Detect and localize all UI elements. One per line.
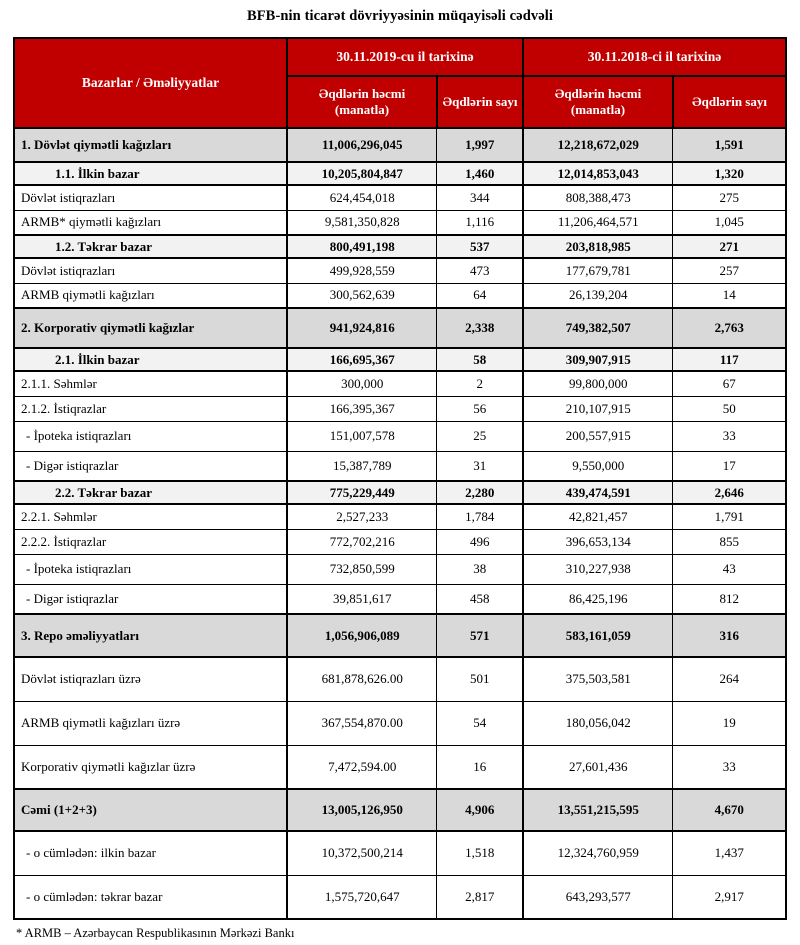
cell-value: 583,161,059	[523, 614, 673, 657]
row-label: 2.1. İlkin bazar	[14, 348, 287, 371]
row-label: 2.1.1. Səhmlər	[14, 371, 287, 396]
header-row-groups	[14, 38, 786, 76]
table-row	[14, 396, 786, 421]
cell-value: 458	[437, 584, 523, 614]
row-label: Dövlət istiqrazları üzrə	[14, 657, 287, 701]
cell-value: 1,045	[673, 210, 786, 235]
cell-value: 1,575,720,647	[287, 875, 437, 919]
footnote: * ARMB – Azərbaycan Respublikasının Mərkəzi Bankı	[16, 926, 295, 940]
cell-value: 749,382,507	[523, 308, 673, 348]
row-label: Dövlət istiqrazları	[14, 185, 287, 210]
table-row	[14, 554, 786, 584]
table-row	[14, 504, 786, 529]
cell-value: 499,928,559	[287, 258, 437, 283]
cell-value: 316	[673, 614, 786, 657]
cell-value: 941,924,816	[287, 308, 437, 348]
cell-value: 271	[673, 235, 786, 258]
column-header-volume-2019: Əqdlərin həcmi (manatla)	[287, 76, 437, 128]
table-row	[14, 831, 786, 875]
cell-value: 681,878,626.00	[287, 657, 437, 701]
row-label: 1. Dövlət qiymətli kağızları	[14, 128, 287, 162]
cell-value: 56	[437, 396, 523, 421]
comparison-table	[13, 37, 787, 920]
cell-value: 2,817	[437, 875, 523, 919]
cell-value: 9,550,000	[523, 451, 673, 481]
cell-value: 4,906	[437, 789, 523, 831]
cell-value: 732,850,599	[287, 554, 437, 584]
cell-value: 86,425,196	[523, 584, 673, 614]
row-label: ARMB qiymətli kağızları üzrə	[14, 701, 287, 745]
cell-value: 344	[437, 185, 523, 210]
row-label: 2.2. Təkrar bazar	[14, 481, 287, 504]
cell-value: 27,601,436	[523, 745, 673, 789]
cell-value: 808,388,473	[523, 185, 673, 210]
cell-value: 375,503,581	[523, 657, 673, 701]
cell-value: 1,591	[673, 128, 786, 162]
table-row	[14, 308, 786, 348]
cell-value: 9,581,350,828	[287, 210, 437, 235]
cell-value: 4,670	[673, 789, 786, 831]
cell-value: 1,518	[437, 831, 523, 875]
cell-value: 33	[673, 745, 786, 789]
cell-value: 7,472,594.00	[287, 745, 437, 789]
cell-value: 643,293,577	[523, 875, 673, 919]
cell-value: 11,006,296,045	[287, 128, 437, 162]
cell-value: 2,338	[437, 308, 523, 348]
cell-value: 264	[673, 657, 786, 701]
cell-value: 775,229,449	[287, 481, 437, 504]
cell-value: 39,851,617	[287, 584, 437, 614]
row-label: 2. Korporativ qiymətli kağızlar	[14, 308, 287, 348]
cell-value: 396,653,134	[523, 529, 673, 554]
cell-value: 537	[437, 235, 523, 258]
cell-value: 10,205,804,847	[287, 162, 437, 185]
cell-value: 300,562,639	[287, 283, 437, 308]
cell-value: 1,460	[437, 162, 523, 185]
table-row	[14, 701, 786, 745]
cell-value: 13,551,215,595	[523, 789, 673, 831]
cell-value: 25	[437, 421, 523, 451]
cell-value: 772,702,216	[287, 529, 437, 554]
cell-value: 1,784	[437, 504, 523, 529]
column-header-count-2019: Əqdlərin sayı	[437, 76, 523, 128]
cell-value: 54	[437, 701, 523, 745]
table-header	[14, 38, 786, 128]
cell-value: 1,116	[437, 210, 523, 235]
row-label: ARMB qiymətli kağızları	[14, 283, 287, 308]
table-row	[14, 348, 786, 371]
cell-value: 439,474,591	[523, 481, 673, 504]
table-row	[14, 258, 786, 283]
table-row	[14, 584, 786, 614]
column-header-date-2018: 30.11.2018-ci il tarixinə	[523, 38, 786, 76]
row-label: - o cümlədən: ilkin bazar	[14, 831, 287, 875]
cell-value: 2	[437, 371, 523, 396]
cell-value: 473	[437, 258, 523, 283]
cell-value: 1,320	[673, 162, 786, 185]
table-row	[14, 481, 786, 504]
row-label: 2.2.1. Səhmlər	[14, 504, 287, 529]
cell-value: 2,527,233	[287, 504, 437, 529]
row-label: - İpoteka istiqrazları	[14, 421, 287, 451]
table-row	[14, 614, 786, 657]
table-row	[14, 235, 786, 258]
column-header-count-2018: Əqdlərin sayı	[673, 76, 786, 128]
table-row	[14, 529, 786, 554]
table-row	[14, 451, 786, 481]
cell-value: 12,324,760,959	[523, 831, 673, 875]
cell-value: 624,454,018	[287, 185, 437, 210]
cell-value: 42,821,457	[523, 504, 673, 529]
cell-value: 26,139,204	[523, 283, 673, 308]
row-label: 2.2.2. İstiqrazlar	[14, 529, 287, 554]
cell-value: 855	[673, 529, 786, 554]
row-label: ARMB* qiymətli kağızları	[14, 210, 287, 235]
cell-value: 367,554,870.00	[287, 701, 437, 745]
cell-value: 31	[437, 451, 523, 481]
cell-value: 300,000	[287, 371, 437, 396]
table-row	[14, 162, 786, 185]
table-row	[14, 745, 786, 789]
cell-value: 117	[673, 348, 786, 371]
cell-value: 275	[673, 185, 786, 210]
table-row	[14, 210, 786, 235]
cell-value: 2,917	[673, 875, 786, 919]
cell-value: 99,800,000	[523, 371, 673, 396]
cell-value: 571	[437, 614, 523, 657]
cell-value: 501	[437, 657, 523, 701]
cell-value: 812	[673, 584, 786, 614]
cell-value: 50	[673, 396, 786, 421]
table-row	[14, 283, 786, 308]
cell-value: 13,005,126,950	[287, 789, 437, 831]
cell-value: 800,491,198	[287, 235, 437, 258]
cell-value: 203,818,985	[523, 235, 673, 258]
row-label: 1.1. İlkin bazar	[14, 162, 287, 185]
table-row	[14, 185, 786, 210]
cell-value: 1,437	[673, 831, 786, 875]
row-label: - İpoteka istiqrazları	[14, 554, 287, 584]
cell-value: 2,280	[437, 481, 523, 504]
cell-value: 2,763	[673, 308, 786, 348]
table-row	[14, 371, 786, 396]
cell-value: 12,014,853,043	[523, 162, 673, 185]
cell-value: 166,695,367	[287, 348, 437, 371]
cell-value: 17	[673, 451, 786, 481]
row-label: 3. Repo əməliyyatları	[14, 614, 287, 657]
cell-value: 180,056,042	[523, 701, 673, 745]
cell-value: 38	[437, 554, 523, 584]
cell-value: 11,206,464,571	[523, 210, 673, 235]
cell-value: 1,056,906,089	[287, 614, 437, 657]
column-header-markets-operations: Bazarlar / Əməliyyatlar	[14, 38, 287, 128]
row-label: Dövlət istiqrazları	[14, 258, 287, 283]
row-label: Korporativ qiymətli kağızlar üzrə	[14, 745, 287, 789]
cell-value: 19	[673, 701, 786, 745]
table-row	[14, 789, 786, 831]
cell-value: 58	[437, 348, 523, 371]
cell-value: 257	[673, 258, 786, 283]
row-label: - Digər istiqrazlar	[14, 584, 287, 614]
table-row	[14, 875, 786, 919]
row-label: 2.1.2. İstiqrazlar	[14, 396, 287, 421]
cell-value: 12,218,672,029	[523, 128, 673, 162]
cell-value: 2,646	[673, 481, 786, 504]
page-title: BFB-nin ticarət dövriyyəsinin müqayisəli cədvəli	[246, 8, 554, 24]
cell-value: 200,557,915	[523, 421, 673, 451]
row-label: 1.2. Təkrar bazar	[14, 235, 287, 258]
cell-value: 496	[437, 529, 523, 554]
table-row	[14, 421, 786, 451]
table-row	[14, 657, 786, 701]
cell-value: 166,395,367	[287, 396, 437, 421]
cell-value: 10,372,500,214	[287, 831, 437, 875]
table-row	[14, 128, 786, 162]
cell-value: 67	[673, 371, 786, 396]
cell-value: 1,997	[437, 128, 523, 162]
column-header-volume-2018: Əqdlərin həcmi (manatla)	[523, 76, 673, 128]
cell-value: 43	[673, 554, 786, 584]
cell-value: 177,679,781	[523, 258, 673, 283]
cell-value: 64	[437, 283, 523, 308]
cell-value: 14	[673, 283, 786, 308]
cell-value: 310,227,938	[523, 554, 673, 584]
row-label: - o cümlədən: təkrar bazar	[14, 875, 287, 919]
table-body	[14, 128, 786, 919]
cell-value: 151,007,578	[287, 421, 437, 451]
cell-value: 1,791	[673, 504, 786, 529]
cell-value: 33	[673, 421, 786, 451]
cell-value: 309,907,915	[523, 348, 673, 371]
column-header-date-2019: 30.11.2019-cu il tarixinə	[287, 38, 523, 76]
row-label: - Digər istiqrazlar	[14, 451, 287, 481]
cell-value: 15,387,789	[287, 451, 437, 481]
row-label: Cəmi (1+2+3)	[14, 789, 287, 831]
cell-value: 16	[437, 745, 523, 789]
cell-value: 210,107,915	[523, 396, 673, 421]
